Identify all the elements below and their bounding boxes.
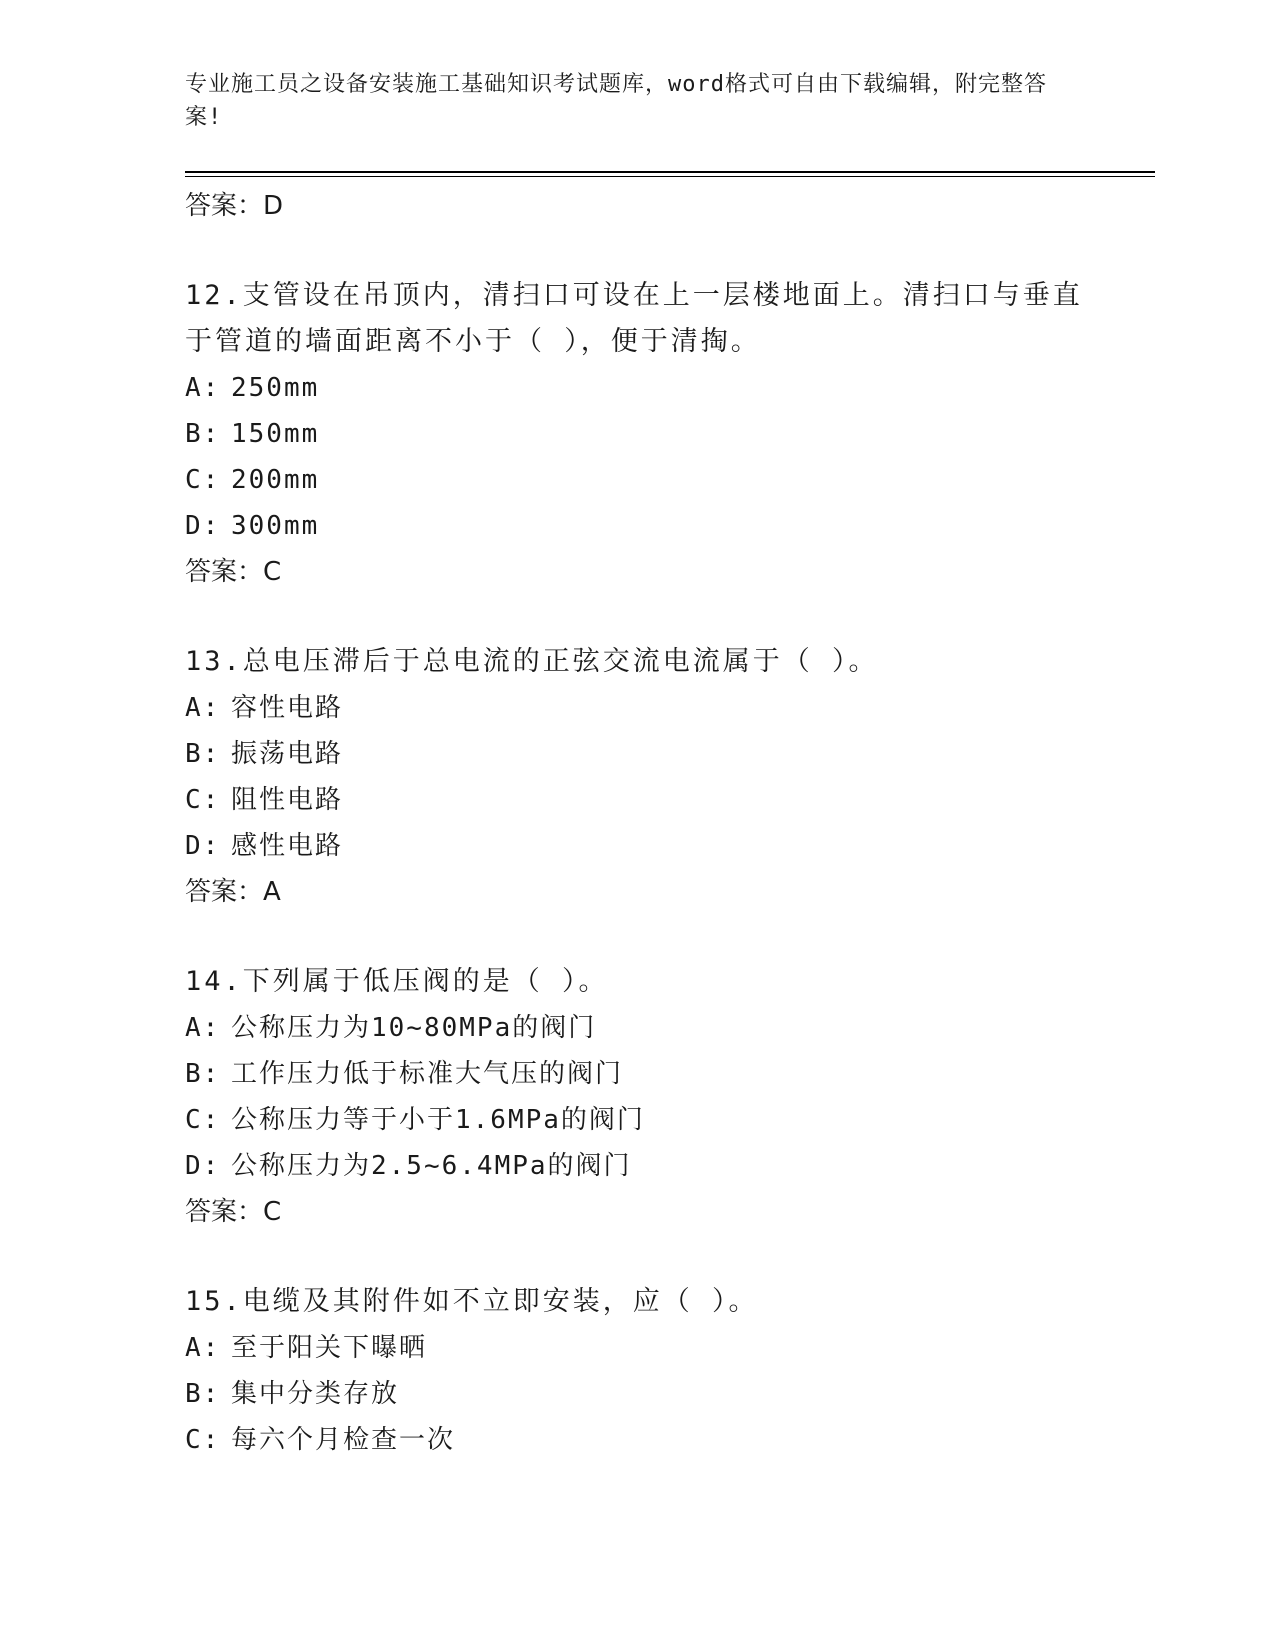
question-15 bbox=[185, 1279, 1145, 1463]
document-page bbox=[185, 68, 1145, 1463]
option-letter: A: bbox=[185, 1333, 221, 1363]
question-stem: 15.电缆及其附件如不立即安装，应（ ）。 bbox=[185, 1286, 759, 1317]
option-text: 振荡电路 bbox=[231, 739, 344, 769]
option-d bbox=[185, 1143, 1145, 1189]
question-stem: 12.支管设在吊顶内，清扫口可设在上一层楼地面上。清扫口与垂直于管道的墙面距离不小于（ ），便于清掏。 bbox=[185, 280, 1083, 357]
option-letter: B: bbox=[185, 739, 221, 769]
option-text: 150mm bbox=[231, 419, 320, 449]
question-12 bbox=[185, 273, 1145, 595]
option-a bbox=[185, 685, 1145, 731]
option-letter: B: bbox=[185, 419, 221, 449]
option-c bbox=[185, 777, 1145, 823]
document-header: 专业施工员之设备安装施工基础知识考试题库，word格式可自由下载编辑，附完整答案! bbox=[185, 72, 1047, 130]
option-text: 250mm bbox=[231, 373, 320, 403]
option-letter: C: bbox=[185, 1105, 221, 1135]
option-letter: C: bbox=[185, 785, 221, 815]
option-b bbox=[185, 1051, 1145, 1097]
option-b bbox=[185, 731, 1145, 777]
option-text: 容性电路 bbox=[231, 693, 344, 723]
option-text: 感性电路 bbox=[231, 831, 344, 861]
question-13 bbox=[185, 639, 1145, 915]
option-letter: C: bbox=[185, 465, 221, 495]
question-14 bbox=[185, 959, 1145, 1235]
option-text: 至于阳关下曝晒 bbox=[231, 1333, 428, 1363]
option-b bbox=[185, 411, 1145, 457]
question-stem: 14.下列属于低压阀的是（ ）。 bbox=[185, 966, 609, 997]
option-letter: A: bbox=[185, 1013, 221, 1043]
question-answer: 答案：C bbox=[185, 557, 282, 587]
option-a bbox=[185, 1325, 1145, 1371]
option-letter: B: bbox=[185, 1059, 221, 1089]
option-c bbox=[185, 457, 1145, 503]
option-text: 工作压力低于标准大气压的阀门 bbox=[231, 1059, 624, 1089]
header-divider bbox=[185, 171, 1155, 177]
option-d bbox=[185, 823, 1145, 869]
option-letter: D: bbox=[185, 1151, 221, 1181]
option-a bbox=[185, 365, 1145, 411]
option-text: 公称压力为2.5~6.4MPa的阀门 bbox=[231, 1151, 632, 1181]
option-letter: B: bbox=[185, 1379, 221, 1409]
option-letter: C: bbox=[185, 1425, 221, 1455]
option-d bbox=[185, 503, 1145, 549]
option-b bbox=[185, 1371, 1145, 1417]
option-text: 公称压力等于小于1.6MPa的阀门 bbox=[231, 1105, 645, 1135]
question-stem: 13.总电压滞后于总电流的正弦交流电流属于（ ）。 bbox=[185, 646, 879, 677]
option-text: 每六个月检查一次 bbox=[231, 1425, 456, 1455]
question-answer: 答案：C bbox=[185, 1197, 282, 1227]
option-letter: D: bbox=[185, 511, 221, 541]
option-text: 200mm bbox=[231, 465, 320, 495]
option-text: 300mm bbox=[231, 511, 320, 541]
option-c bbox=[185, 1417, 1145, 1463]
option-letter: D: bbox=[185, 831, 221, 861]
option-letter: A: bbox=[185, 693, 221, 723]
previous-answer: 答案：D bbox=[185, 191, 284, 221]
option-letter: A: bbox=[185, 373, 221, 403]
option-a bbox=[185, 1005, 1145, 1051]
divider-thin-line bbox=[185, 176, 1155, 177]
option-text: 阻性电路 bbox=[231, 785, 344, 815]
option-text: 公称压力为10~80MPa的阀门 bbox=[231, 1013, 597, 1043]
option-c bbox=[185, 1097, 1145, 1143]
divider-thick-line bbox=[185, 171, 1155, 173]
option-text: 集中分类存放 bbox=[231, 1379, 400, 1409]
question-answer: 答案：A bbox=[185, 877, 281, 907]
